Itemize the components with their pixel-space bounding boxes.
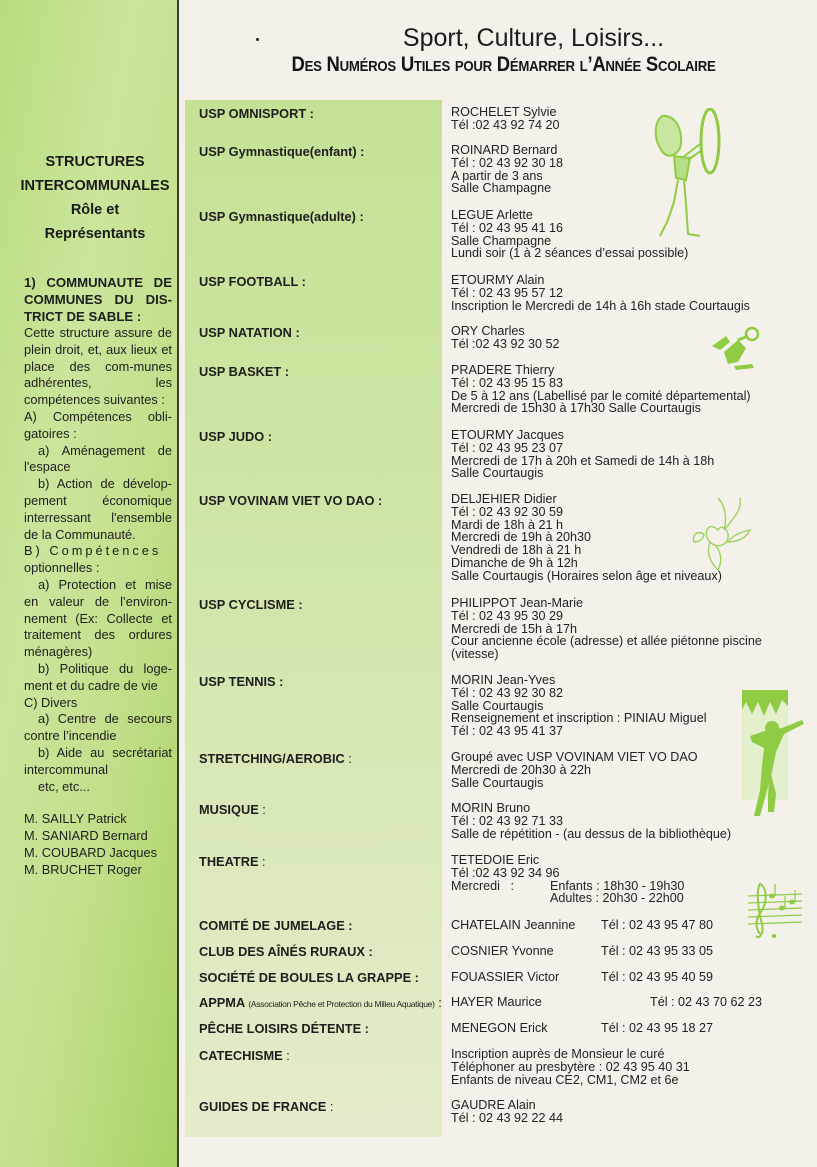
schedule-slot: Enfants : 18h30 - 19h30 [550,878,685,893]
sidebar-title-line: Représentants [44,226,146,242]
entry-details [451,597,762,661]
page-title: Des Numéros Utiles pour Démarrer l’Année Scolaire [291,53,716,76]
entry-label: USP TENNIS : [199,674,284,689]
entry-line: Salle Courtaugis [451,466,544,481]
entry-line: ORY Charles [451,324,525,338]
entry-label: COMITÉ DE JUMELAGE : [199,918,353,933]
entry-name: FOUASSIER Victor [451,970,560,984]
entry-details [451,674,707,738]
entry-details [451,106,560,132]
entry-label: USP Gymnastique(enfant) : [199,144,365,159]
schedule-sep: : [510,878,514,893]
entry-line: Tél :02 43 92 34 96 [451,865,560,880]
entry-line: Tél :02 43 92 74 20 [451,117,560,132]
sidebar-c-item: b) Aide au secrétariat intercommunal [24,744,172,777]
sidebar-section-heading: 1) COMMUNAUTE DE COMMUNES DU DIS-TRICT DE SABLE : [24,275,172,324]
schedule-day [451,880,515,893]
entry-line: Tél : 02 43 92 22 44 [451,1110,564,1125]
entry-line: Tél : 02 43 95 30 29 [451,608,564,623]
entry-label-suffix: : [258,854,266,869]
entry-line: Tél : 02 43 95 57 12 [451,285,564,300]
entry-label [199,1048,290,1063]
entry-line: ROCHELET Sylvie [451,105,557,119]
sidebar-a-heading: A) Compétences obli-gatoires : [24,408,172,441]
entry-line: A partir de 3 ans [451,168,543,183]
entry-line: Lundi soir (1 à 2 séances d’essai possible) [451,246,689,261]
entry-label-suffix: : [326,1099,334,1114]
entry-line: MORIN Bruno [451,801,531,815]
entry-label-suffix: : [282,1048,290,1063]
entry-phone: Tél : 02 43 70 62 23 [650,995,763,1009]
entry-line: Tél : 02 43 92 30 82 [451,685,564,700]
entry-line: Mercredi de 15h à 17h [451,621,578,636]
entry-line: Dimanche de 9h à 12h [451,555,578,570]
entry-label [199,854,266,869]
entry-label: USP BASKET : [199,364,290,379]
entry-phone: Tél : 02 43 95 40 59 [601,970,714,984]
entry-details [451,429,714,480]
schedule-slot: Adultes : 20h30 - 22h00 [550,891,684,906]
sidebar-b-item: b) Politique du loge-ment et du cadre de vie [24,660,172,693]
entry-label: USP JUDO : [199,429,273,444]
entry-line: Cour ancienne école (adresse) et allée piétonne piscine [451,634,762,649]
entry-line: ETOURMY Alain [451,273,545,287]
entry-line: Salle Champagne [451,181,552,196]
sidebar-title-line: Rôle et [70,202,120,218]
sidebar-c-item: etc, etc... [38,778,90,794]
entry-label [199,995,442,1012]
entry-label-text: STRETCHING/AEROBIC [199,751,345,766]
entry-name: CHATELAIN Jeannine [451,918,576,932]
entry-line: DELJEHIER Didier [451,492,557,506]
entry-line: Mercredi de 20h30 à 22h [451,762,592,777]
sidebar-b-heading: B) Compétences [24,543,162,559]
music-notes-icon [748,880,802,944]
entry-label: SOCIÉTÉ DE BOULES LA GRAPPE : [199,970,419,985]
entry-line: Salle Courtaugis [451,698,544,713]
flower-icon [688,490,752,574]
entry-label-suffix: : [344,751,352,766]
entry-phone: Tél : 02 43 95 47 80 [601,918,714,932]
entry-label: USP FOOTBALL : [199,274,306,289]
entry-line: Tél : 02 43 95 41 37 [451,724,564,739]
aerobic-dancer-icon [742,690,808,820]
entry-line: ROINARD Bernard [451,143,558,157]
page-subtitle: Sport, Culture, Loisirs... [402,24,665,52]
entry-details [451,325,560,351]
sidebar-title-line: INTERCOMMUNALES [20,178,170,194]
representative: M. BRUCHET Roger [24,861,142,877]
entry-line: Tél : 02 43 92 71 33 [451,813,564,828]
schedule-row [451,892,684,905]
entry-line: Vendredi de 18h à 21 h [451,543,582,558]
entry-label-text: THEATRE [199,854,259,869]
entry-label [199,751,352,766]
entry-line: Mardi de 18h à 21 h [451,517,564,532]
entry-label: PÊCHE LOISIRS DÉTENTE : [199,1021,369,1036]
entry-line: TETEDOIE Eric [451,853,540,867]
entry-details [451,854,684,905]
entry-line: ETOURMY Jacques [451,428,564,442]
entry-label-note: (Association Pêche et Protection du Milieu Aquatique) [248,999,435,1009]
entry-label: USP OMNISPORT : [199,106,314,121]
entry-line: Tél : 02 43 95 15 83 [451,375,564,390]
entry-line: Tél : 02 43 92 30 18 [451,155,564,170]
entry-label-text: MUSIQUE [199,802,259,817]
entry-line: Salle Courtaugis (Horaires selon âge et niveaux) [451,568,722,583]
entry-details [451,493,722,583]
entry-line: Tél :02 43 92 30 52 [451,336,560,351]
swimmer-icon [708,322,764,370]
sidebar-intro: Cette structure assure de plein droit, et, aux lieux et place des com-munes adhérentes, les compétences suivantes : [24,325,172,408]
entry-line: Mercredi de 19h à 20h30 [451,530,592,545]
entry-line: Inscription le Mercredi de 14h à 16h stade Courtaugis [451,298,750,313]
hula-hoop-girl-icon [652,108,724,243]
representative: M. SANIARD Bernard [24,828,148,844]
entry-line: GAUDRE Alain [451,1098,536,1112]
entry-label-text: APPMA [199,995,245,1010]
entry-phone: Tél : 02 43 95 33 05 [601,944,714,958]
entry-details [451,364,751,415]
entry-line: Mercredi de 17h à 20h et Samedi de 14h à 18h [451,453,715,468]
entry-label: CLUB DES AÎNÉS RURAUX : [199,944,373,959]
entry-label [199,802,266,817]
sidebar-a-item: a) Aménagement de l'espace [24,442,172,475]
entry-line: Salle de répétition - (au dessus de la bibliothèque) [451,826,732,841]
entry-line: MORIN Jean-Yves [451,673,556,687]
entry-line: Tél : 02 43 95 23 07 [451,440,564,455]
entry-details [451,1099,563,1125]
entry-line: Groupé avec USP VOVINAM VIET VO DAO [451,750,698,764]
entry-label [199,1099,333,1114]
entry-line: Tél : 02 43 92 30 59 [451,504,564,519]
entry-line: De 5 à 12 ans (Labellisé par le comité départemental) [451,388,751,403]
entry-details [451,1048,690,1086]
entry-label: USP NATATION : [199,325,300,340]
entry-line: LEGUE Arlette [451,208,533,222]
entry-label-suffix: : [434,995,442,1010]
entry-line: Téléphoner au presbytère : 02 43 95 40 31 [451,1059,690,1074]
entry-label: USP CYCLISME : [199,597,303,612]
representative: M. COUBARD Jacques [24,844,157,860]
entry-line: PRADERE Thierry [451,363,555,377]
entry-details [451,802,731,840]
entry-line: Tél : 02 43 95 41 16 [451,220,564,235]
entry-details [451,274,750,312]
entry-name: HAYER Maurice [451,995,542,1009]
entry-label: USP VOVINAM VIET VO DAO : [199,493,383,508]
entry-label-suffix: : [258,802,266,817]
sidebar-title-line: STRUCTURES [45,154,145,170]
representative: M. SAILLY Patrick [24,811,127,827]
entry-details [451,751,698,789]
entry-line: Renseignement et inscription : PINIAU Miguel [451,711,707,726]
schedule-day-text: Mercredi [451,878,500,893]
entry-line: (vitesse) [451,647,499,662]
entry-label-text: GUIDES DE FRANCE [199,1099,327,1114]
entry-line: PHILIPPOT Jean-Marie [451,596,584,610]
entry-line: Salle Champagne [451,233,552,248]
sidebar-c-heading: C) Divers [24,694,78,710]
entry-name: COSNIER Yvonne [451,944,554,958]
sidebar-b-heading-cont: optionnelles : [24,560,100,576]
entry-label-text: CATECHISME [199,1048,283,1063]
entry-line: Inscription auprès de Monsieur le curé [451,1047,665,1061]
entry-line: Enfants de niveau CE2, CM1, CM2 et 6e [451,1072,679,1087]
sidebar-b-item: a) Protection et mise en valeur de l’environ-nement (Ex: Collecte et traitement des ordures ménagères) [24,576,172,660]
sidebar-a-item: b) Action de dévelop-pement économique interressant l'ensemble de la Communauté. [24,476,172,542]
entry-phone: Tél : 02 43 95 18 27 [601,1021,714,1035]
entry-name: MENEGON Erick [451,1021,548,1035]
entry-details [451,144,563,195]
sidebar-c-item: a) Centre de secours contre l’incendie [24,711,172,744]
entry-label: USP Gymnastique(adulte) : [199,209,364,224]
entry-line: Salle Courtaugis [451,775,544,790]
entry-line: Mercredi de 15h30 à 17h30 Salle Courtaugis [451,401,701,416]
